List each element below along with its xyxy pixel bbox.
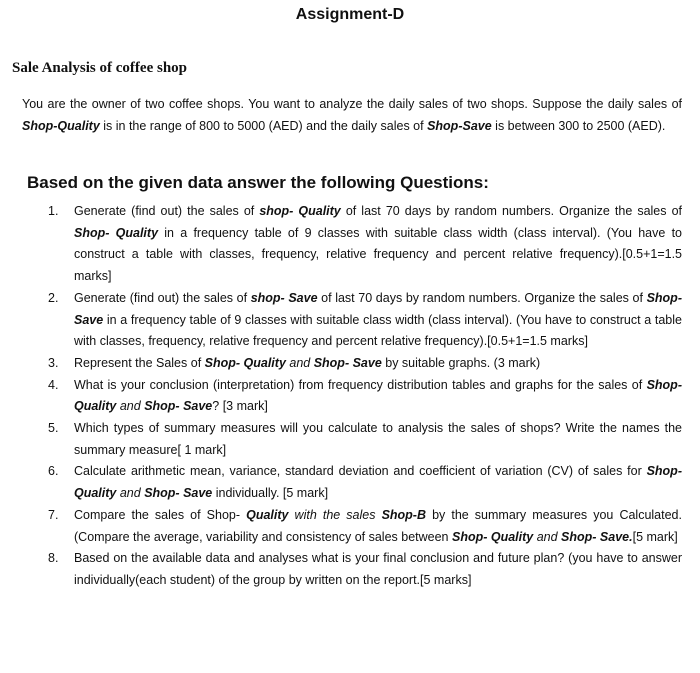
question-emphasis: Shop- Save: [144, 399, 213, 414]
question-text: Compare the sales of Shop-: [74, 507, 247, 522]
question-item: [40, 201, 682, 288]
question-italic: and: [533, 529, 562, 544]
question-emphasis: Shop- Quality: [451, 529, 534, 544]
question-text: Calculate arithmetic mean, variance, standard deviation and coefficient of variation (CV) of sales for: [74, 464, 647, 479]
question-text: of last 70 days by random numbers. Organize the sales of: [317, 290, 647, 305]
question-item: [40, 375, 682, 418]
question-number: 7.: [48, 507, 59, 522]
question-emphasis: Shop- Quality: [204, 355, 286, 370]
question-text: by the summary measures you Calculated. (Compare the average, variability and consistency of sales between: [74, 507, 682, 544]
question-italic: and: [116, 486, 145, 501]
page-title: Assignment-D: [295, 6, 405, 23]
intro-shop-quality: Shop-Quality: [22, 119, 100, 133]
question-number: 4.: [48, 377, 59, 392]
question-item: [40, 505, 682, 548]
question-item: [40, 418, 682, 461]
question-emphasis: shop- Quality: [259, 204, 341, 218]
intro-paragraph: [22, 93, 682, 137]
question-emphasis: Shop-B: [381, 507, 426, 522]
question-item: [40, 548, 682, 591]
question-number: 2.: [48, 290, 59, 305]
question-emphasis: Shop- Quality: [74, 225, 159, 240]
question-number: 8.: [48, 551, 59, 566]
question-text: in a frequency table of 9 classes with suitable class width (class interval). (You have to construct a table with classes, frequency, relative frequency and percent relative frequency).[0.5+1=1.5 marks]: [74, 225, 683, 284]
question-emphasis: shop- Save: [250, 290, 318, 305]
question-emphasis: Shop- Save.: [561, 529, 633, 544]
question-item: [40, 288, 682, 353]
question-text: Represent the Sales of: [74, 355, 205, 370]
question-text: by suitable graphs. (3 mark): [381, 355, 541, 370]
question-italic: and: [116, 399, 145, 414]
intro-text-3: is between 300 to 2500 (AED).: [491, 119, 666, 133]
question-text: What is your conclusion (interpretation) from frequency distribution tables and graphs for the sales of: [74, 377, 647, 392]
question-text: Generate (find out) the sales of: [74, 204, 260, 218]
question-text: of last 70 days by random numbers. Organize the sales of: [340, 204, 682, 218]
question-text: [5 mark]: [632, 529, 678, 544]
question-text: individually. [5 mark]: [212, 486, 329, 501]
question-text: Generate (find out) the sales of: [74, 290, 251, 305]
question-emphasis: Shop- Save: [313, 355, 382, 370]
questions-heading: Based on the given data answer the following Questions:: [27, 173, 489, 192]
question-text: Based on the available data and analyses what is your final conclusion and future plan? (you have to answer individually(each student) of the group by written on the report.[5 marks]: [74, 551, 682, 587]
question-italic: with the sales: [288, 507, 382, 522]
question-number: 6.: [48, 464, 59, 479]
question-emphasis: Shop- Save: [144, 486, 213, 501]
question-emphasis: Quality: [246, 507, 289, 522]
intro-text-2: is in the range of 800 to 5000 (AED) and the daily sales of: [99, 119, 428, 133]
question-item: [40, 461, 682, 504]
question-text: ? [3 mark]: [212, 399, 268, 414]
question-number: 3.: [48, 355, 59, 370]
question-number: 5.: [48, 421, 59, 436]
question-emphasis: Shop- Quality: [74, 377, 682, 414]
question-emphasis: Shop- Quality: [74, 464, 682, 501]
question-item: [40, 353, 682, 375]
question-text: Which types of summary measures will you calculate to analysis the sales of shops? Write the names the summary measure[ 1 mark]: [74, 421, 682, 457]
question-number: 1.: [48, 204, 59, 218]
questions-list: [40, 201, 682, 592]
intro-text-1: You are the owner of two coffee shops. You want to analyze the daily sales of two shops. Suppose the daily sales of: [22, 97, 682, 111]
question-emphasis: Shop- Save: [74, 290, 682, 327]
section-title: Sale Analysis of coffee shop: [12, 60, 188, 76]
intro-shop-save: Shop-Save: [427, 119, 492, 133]
question-italic: and: [285, 355, 314, 370]
question-text: in a frequency table of 9 classes with suitable class width (class interval). (You have to construct a table with classes, frequency, relative frequency and percent relative frequency).[0.5+1=1.5 marks]: [74, 312, 682, 349]
